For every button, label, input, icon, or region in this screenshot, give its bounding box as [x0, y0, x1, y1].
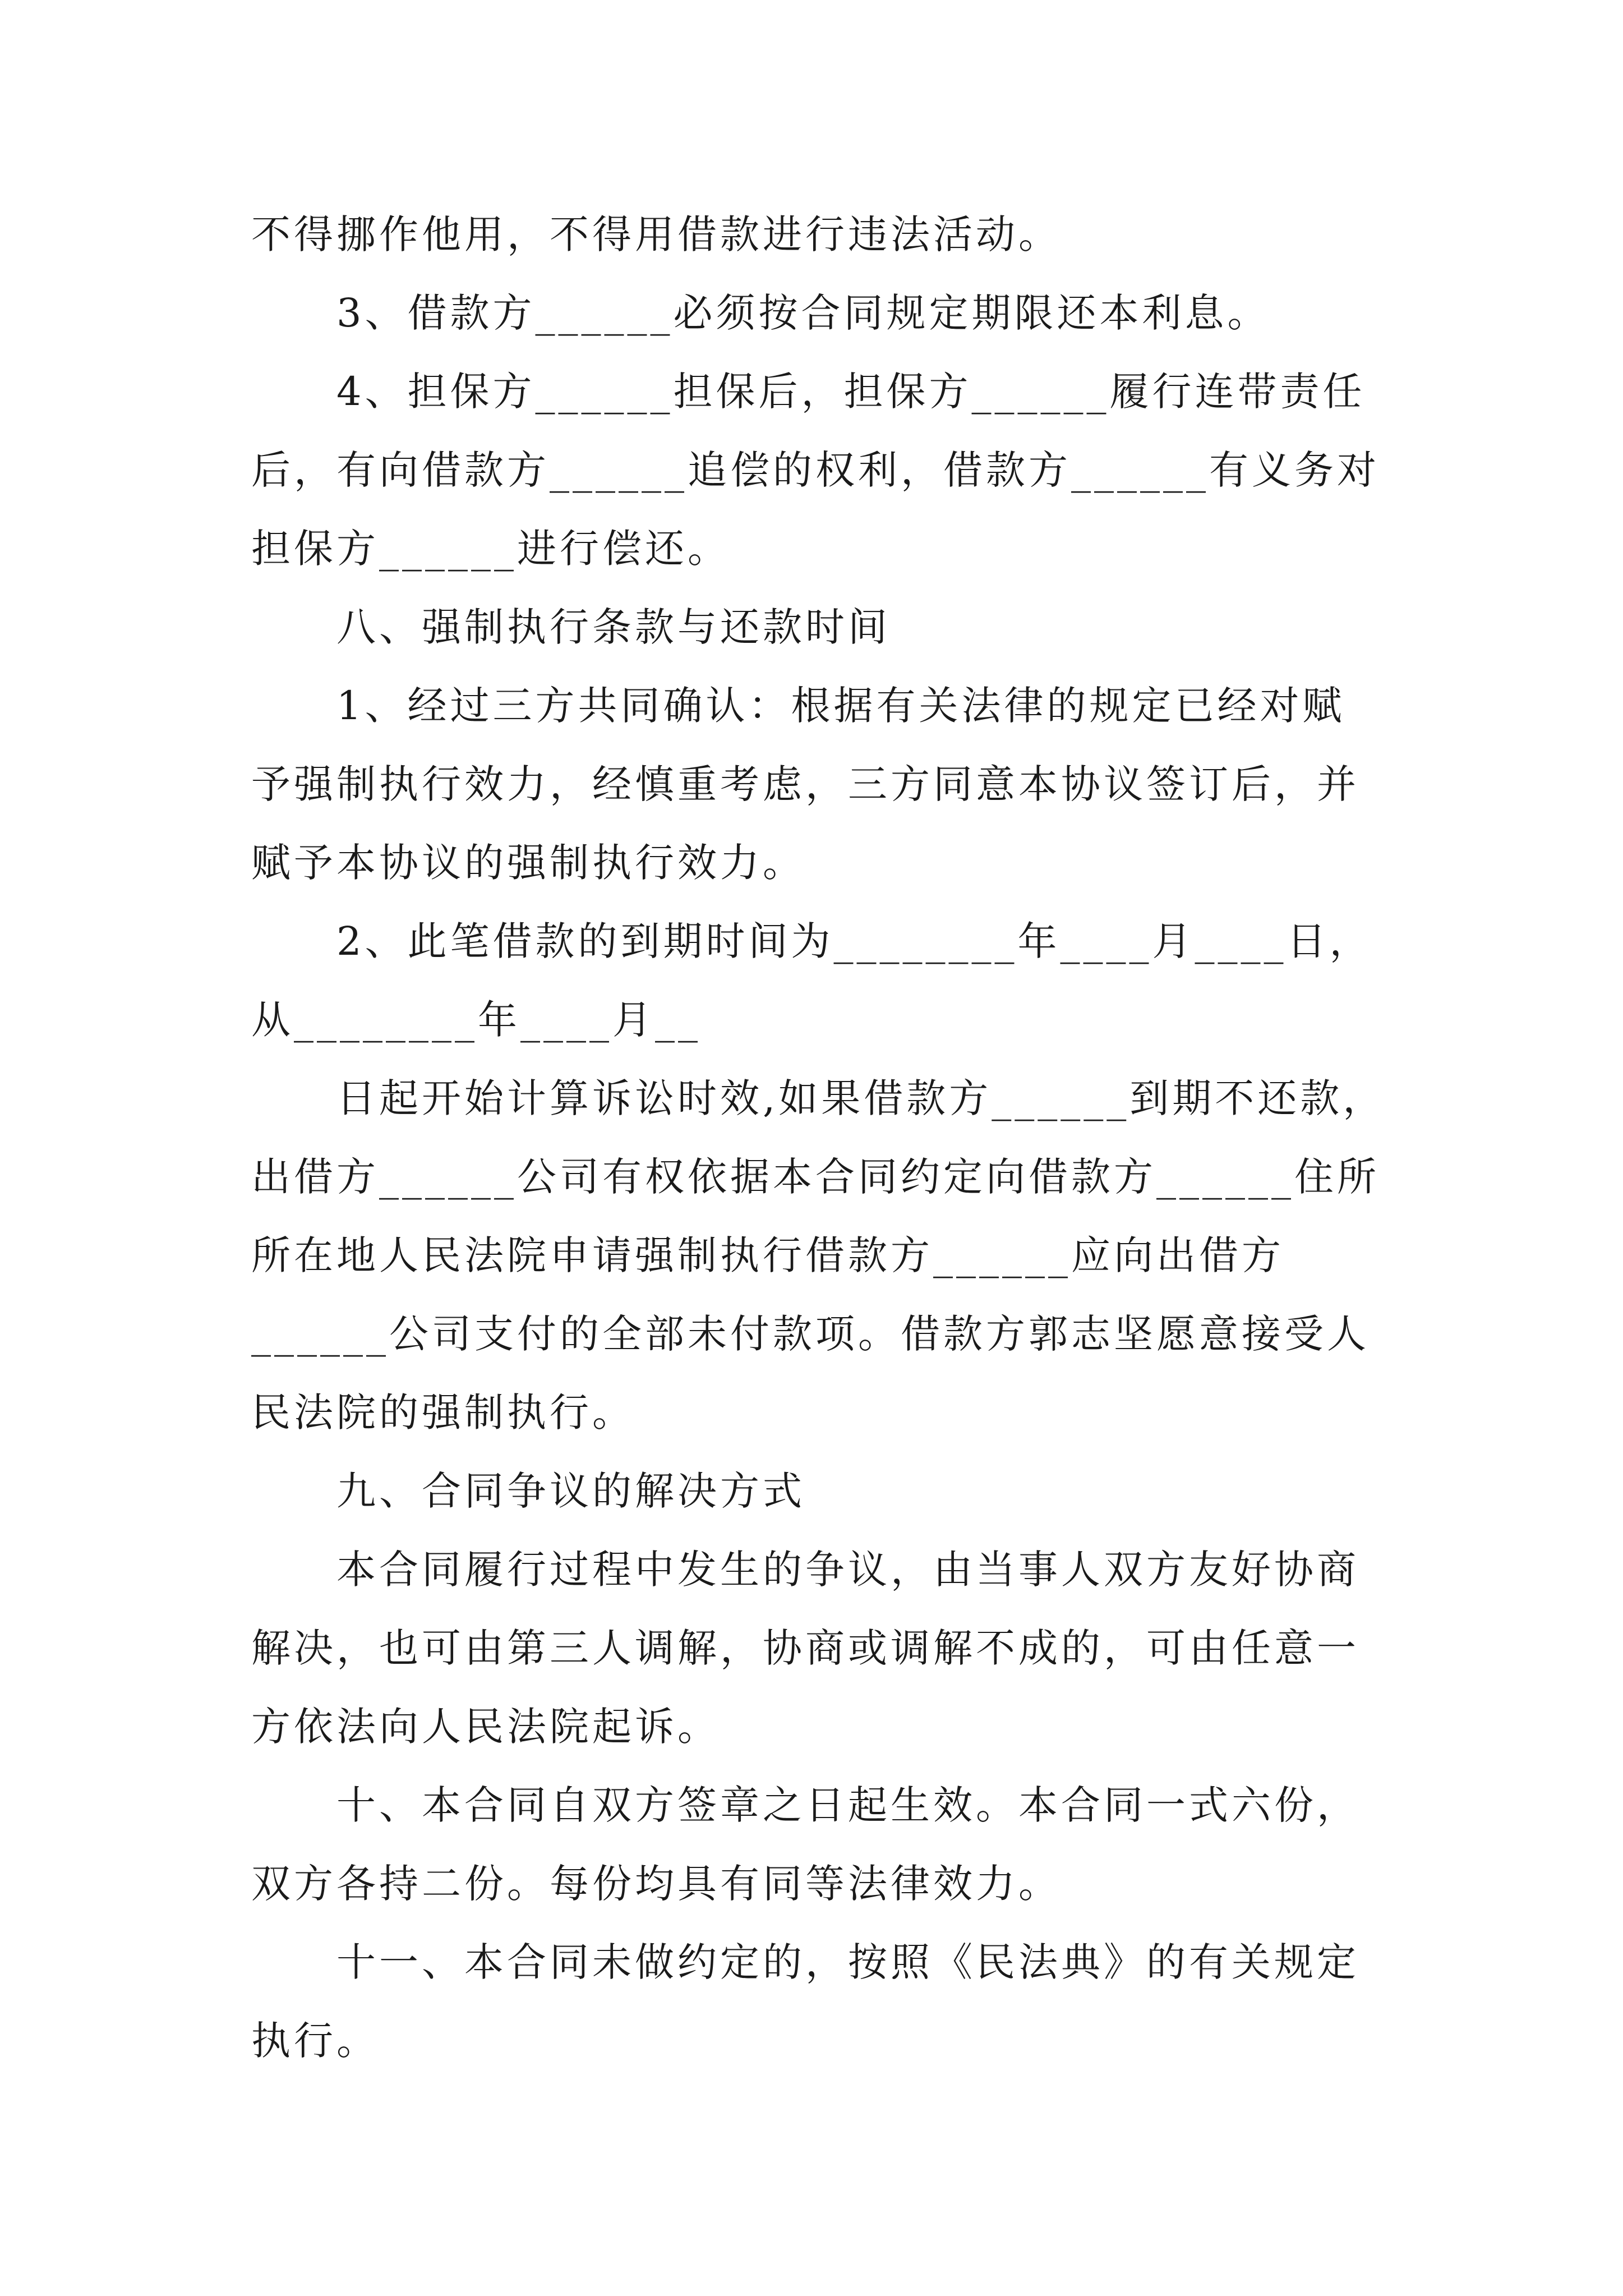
clause-9: 本合同履行过程中发生的争议，由当事人双方友好协商 [336, 1547, 1359, 1593]
text-line: 所在地人民法院申请强制执行借款方______应向出借方 [251, 1232, 1284, 1278]
text-line: 从________年____月__ [251, 997, 701, 1043]
text-line: 双方各持二份。每份均具有同等法律效力。 [251, 1861, 1061, 1907]
text-line: 民法院的强制执行。 [251, 1389, 635, 1435]
text-line: 出借方______公司有权依据本合同约定向借款方______住所 [251, 1154, 1380, 1200]
text-line: 日起开始计算诉讼时效,如果借款方______到期不还款， [336, 1075, 1386, 1121]
section-heading-8: 八、强制执行条款与还款时间 [336, 604, 891, 650]
text-line: 担保方______进行偿还。 [251, 526, 730, 572]
clause-7-4: 4、担保方______担保后，担保方______履行连带责任 [336, 369, 1366, 415]
text-line: 予强制执行效力，经慎重考虑，三方同意本协议签订后，并 [251, 761, 1359, 807]
section-heading-9: 九、合同争议的解决方式 [336, 1468, 805, 1514]
clause-7-3: 3、借款方______必须按合同规定期限还本利息。 [336, 290, 1270, 336]
section-10: 十、本合同自双方签章之日起生效。本合同一式六份， [336, 1782, 1359, 1828]
text-line: 后，有向借款方______追偿的权利，借款方______有义务对 [251, 447, 1380, 493]
section-11: 十一、本合同未做约定的，按照《民法典》的有关规定 [336, 1939, 1359, 1985]
clause-8-1: 1、经过三方共同确认：根据有关法律的规定已经对赋 [336, 683, 1345, 729]
clause-8-2: 2、此笔借款的到期时间为________年____月____日， [336, 918, 1372, 964]
text-line: 执行。 [251, 2018, 379, 2064]
text-line: ______公司支付的全部未付款项。借款方郭志坚愿意接受人 [251, 1311, 1370, 1357]
text-line: 方依法向人民法院起诉。 [251, 1704, 720, 1750]
text-line: 不得挪作他用，不得用借款进行违法活动。 [251, 211, 1061, 257]
text-line: 赋予本协议的强制执行效力。 [251, 840, 805, 886]
text-line: 解决，也可由第三人调解，协商或调解不成的，可由任意一 [251, 1625, 1359, 1671]
